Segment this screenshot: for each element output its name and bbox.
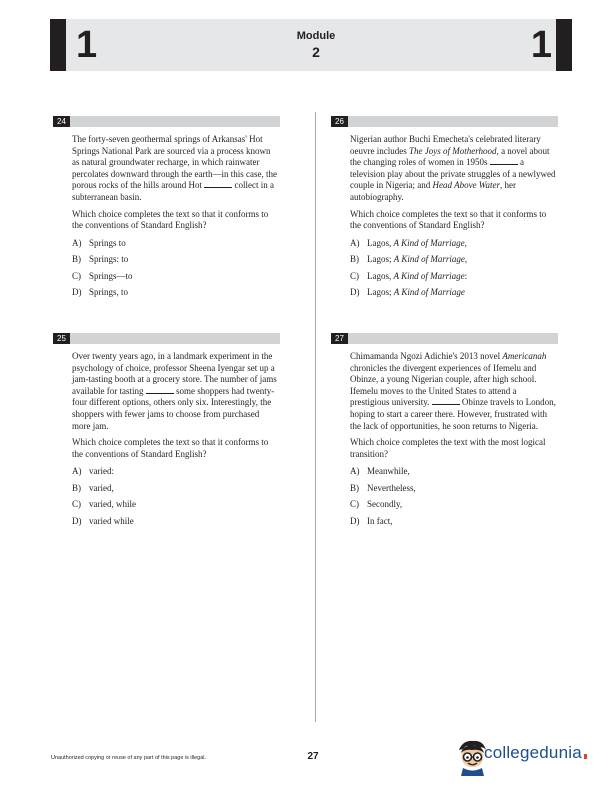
choice-c[interactable] (350, 271, 558, 288)
choice-text (367, 287, 465, 299)
passage-text: chronicles the divergent experiences of Ifemelu and Obinze, a young Nigerian couple, after high school. Ifemelu moves to the United States to attend a prestigious university. (350, 362, 537, 408)
choice-text-plain: Lagos, (367, 270, 394, 281)
choice-d[interactable] (350, 287, 558, 304)
collegedunia-logo-text: collegedunia (484, 743, 582, 762)
choice-a[interactable] (350, 466, 558, 483)
question-number: 25 (53, 333, 70, 344)
choice-text-italic: A Kind of Marriage (393, 287, 465, 298)
question-25 (53, 333, 280, 532)
choice-letter: C) (350, 499, 359, 510)
choice-d[interactable] (72, 516, 280, 533)
choice-text: varied: (89, 466, 114, 477)
question-passage (53, 134, 278, 204)
question-26 (331, 116, 558, 304)
choice-b[interactable] (72, 483, 280, 500)
choice-text-punct: : (464, 270, 468, 281)
answer-choices (53, 466, 280, 532)
page-number: 27 (307, 751, 319, 762)
copyright-note: Unauthorized copying or reuse of any part of this page is illegal. (51, 755, 207, 761)
choice-text: varied while (89, 515, 134, 526)
question-bar (53, 116, 280, 127)
question-prompt: Which choice completes the text so that it conforms to the conventions of Standard English? (72, 208, 269, 231)
choice-d[interactable] (350, 516, 558, 533)
choice-c[interactable] (72, 271, 280, 288)
choice-text-plain: Lagos, (367, 237, 394, 248)
choice-text-italic: A Kind of Marriage (393, 237, 465, 248)
answer-blank (204, 180, 232, 188)
passage-text: Obinze travels to London, hoping to start a career there. However, frustrated with the lack of opportunities, he soon returns to Nigeria. (350, 397, 556, 431)
book-title: Americanah (502, 351, 547, 361)
section-number-left: 1 (76, 24, 98, 66)
passage-text: , her autobiography. (350, 180, 516, 202)
choice-text: Springs: to (89, 254, 129, 265)
passage-text: The forty-seven geothermal springs of Arkansas' Hot Springs National Park are sourced via a process known as natural groundwater recharge, in which rainwater percolates downward through the earth—in this case, the porous rocks of the hills around Hot (72, 134, 277, 191)
column-divider (315, 112, 316, 722)
choice-b[interactable] (350, 483, 558, 500)
answer-choices (53, 238, 280, 304)
choice-text: Springs—to (89, 270, 133, 281)
choice-c[interactable] (350, 499, 558, 516)
logo-accent-mark (584, 754, 587, 759)
question-passage (53, 351, 278, 432)
question-number: 24 (53, 116, 70, 127)
choice-letter: B) (72, 254, 81, 265)
choice-b[interactable] (350, 254, 558, 271)
question-prompt: Which choice completes the text with the most logical transition? (350, 437, 546, 459)
choice-letter: A) (72, 237, 82, 248)
module-label: Module (296, 30, 336, 42)
choice-letter: B) (350, 254, 359, 265)
choice-text: Springs to (89, 237, 126, 248)
passage-text: Chimamanda Ngozi Adichie's 2013 novel (350, 351, 503, 361)
question-bar (331, 333, 558, 344)
choice-text: varied, while (89, 499, 136, 510)
choice-letter: B) (350, 482, 359, 493)
question-number: 27 (331, 333, 348, 344)
choice-text: Springs, to (89, 287, 129, 298)
choice-text-plain: Lagos; (367, 254, 394, 265)
passage-text: Over twenty years ago, in a landmark experiment in the psychology of choice, professor Sheena Iyengar set up a jam-tasting booth at a grocery store. The number of jams available for tasting (72, 351, 277, 396)
question-prompt: Which choice completes the text so that it conforms to the conventions of Standard English? (350, 208, 547, 231)
answer-blank (432, 397, 460, 405)
question-24 (53, 116, 280, 304)
choice-text-italic: A Kind of Marriage (393, 270, 465, 281)
choice-text-punct: , (464, 254, 468, 265)
question-bar (53, 333, 280, 344)
choice-text: Secondly, (367, 499, 403, 510)
passage-text: Nigerian author Buchi Emecheta's celebrated literary oeuvre includes (350, 134, 541, 156)
question-number: 26 (331, 116, 348, 127)
answer-blank (490, 157, 518, 165)
passage-text: , a novel about the changing roles of women in 1950s (350, 145, 550, 168)
choice-letter: A) (350, 466, 360, 477)
choice-letter: D) (350, 287, 360, 298)
choice-a[interactable] (72, 238, 280, 255)
choice-text (367, 271, 467, 283)
choice-letter: A) (350, 237, 360, 248)
choice-text-punct: , (464, 237, 467, 248)
choice-text-plain: Lagos; (367, 287, 394, 298)
book-title: The Joys of Motherhood (408, 145, 497, 156)
question-passage (331, 134, 556, 204)
choice-a[interactable] (72, 466, 280, 483)
question-bar (331, 116, 558, 127)
choice-text (367, 254, 467, 266)
header-black-block-right (556, 19, 572, 71)
header-black-block-left (50, 19, 66, 71)
choice-text: Meanwhile, (367, 466, 410, 477)
choice-d[interactable] (72, 287, 280, 304)
choice-text: varied, (89, 482, 114, 493)
passage-text: a television play about the private struggles of a newlywed couple in Nigeria; and (350, 157, 556, 191)
choice-letter: C) (72, 270, 81, 281)
question-passage (331, 351, 556, 432)
module-number: 2 (312, 44, 320, 60)
choice-letter: D) (350, 515, 360, 526)
book-title: Head Above Water (432, 180, 500, 191)
choice-letter: D) (72, 515, 82, 526)
passage-text: collect in a subterranean basin. (72, 180, 274, 202)
answer-blank (146, 386, 174, 394)
choice-c[interactable] (72, 499, 280, 516)
choice-letter: C) (350, 270, 359, 281)
choice-a[interactable] (350, 238, 558, 255)
choice-text: In fact, (367, 515, 393, 526)
passage-text: some shoppers had twenty-four different options, others only six. Interestingly, the shoppers with fewer jams to choose from purchased more jam. (72, 385, 275, 431)
choice-b[interactable] (72, 254, 280, 271)
choice-text: Nevertheless, (367, 482, 416, 493)
choice-letter: D) (72, 287, 82, 298)
choice-text-italic: A Kind of Marriage (393, 254, 465, 265)
choice-letter: A) (72, 466, 82, 477)
choice-letter: B) (72, 482, 81, 493)
choice-letter: C) (72, 499, 81, 510)
choice-text (367, 238, 467, 250)
answer-choices (331, 466, 558, 532)
answer-choices (331, 238, 558, 304)
section-number-right: 1 (530, 24, 552, 66)
question-27 (331, 333, 558, 532)
question-prompt: Which choice completes the text so that it conforms to the conventions of Standard English? (72, 437, 269, 459)
